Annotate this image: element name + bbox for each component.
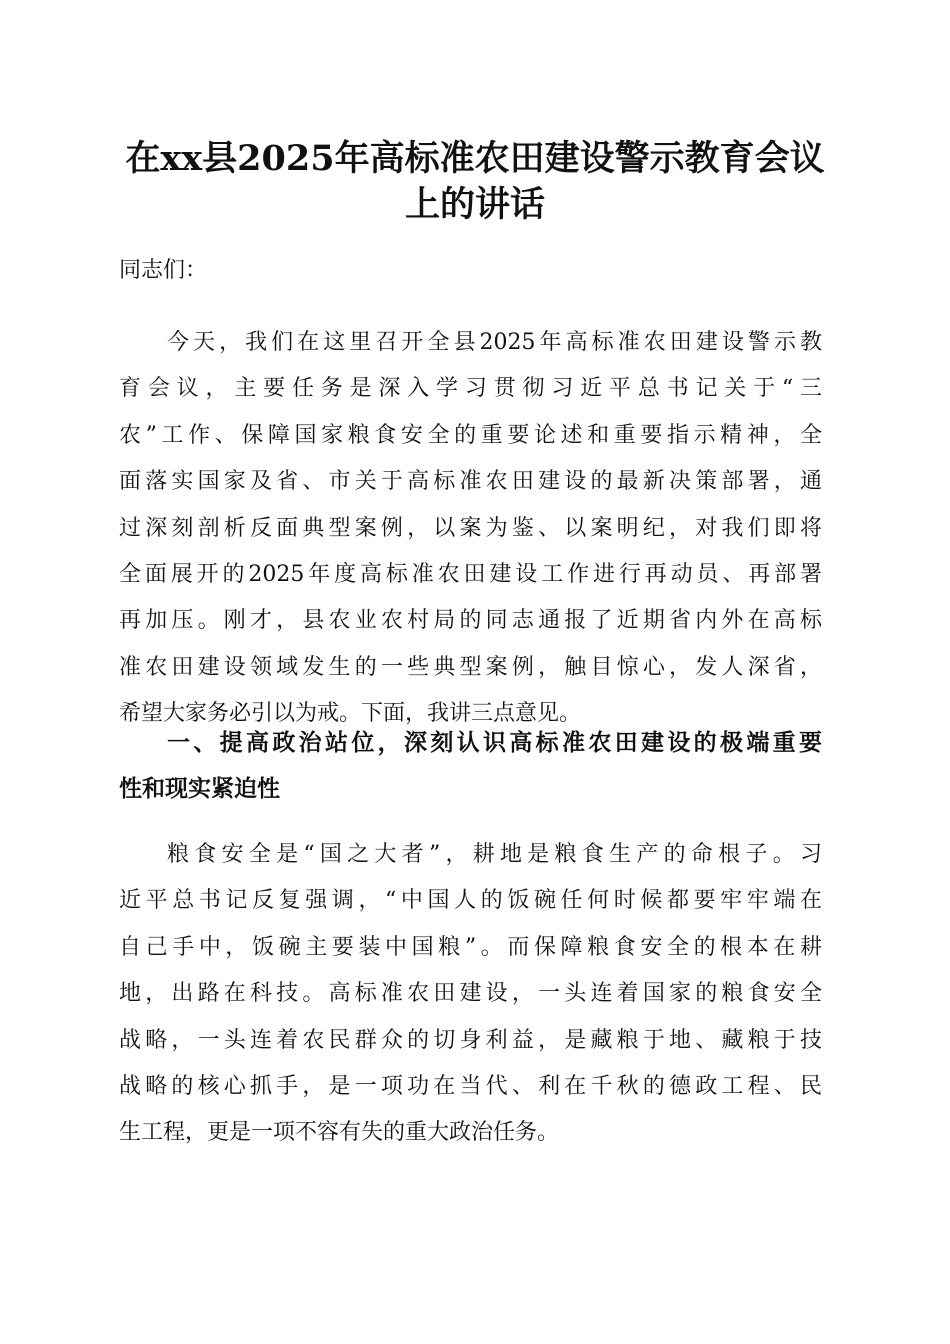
paragraph-food-security (119, 832, 822, 1157)
text-line: 育会议，主要任务是深入学习贯彻习近平总书记关于“三 (119, 376, 822, 402)
text-line: 希望大家务必引以为戒。下面，我讲三点意见。 (119, 701, 582, 727)
text-line: 地，出路在科技。高标准农田建设，一头连着国家的粮食安全 (119, 981, 822, 1007)
text-line: 生工程，更是一项不容有失的重大政治任务。 (119, 1120, 560, 1146)
salutation-block (119, 248, 822, 294)
text-line: 战略的核心抓手，是一项功在当代、利在千秋的德政工程、民 (119, 1073, 822, 1099)
heading-line: 一、提高政治站位，深刻认识高标准农田建设的极端重要 (167, 730, 822, 756)
text-line: 面落实国家及省、市关于高标准农田建设的最新决策部署，通 (119, 469, 822, 495)
text-line: 今天，我们在这里召开全县2025年高标准农田建设警示教 (167, 330, 822, 355)
text-line: 再加压。刚才，县农业农村局的同志通报了近期省内外在高标 (119, 608, 822, 634)
text-line: 战略，一头连着农民群众的切身利益，是藏粮于地、藏粮于技 (119, 1027, 822, 1053)
text-line: 粮食安全是“国之大者”，耕地是粮食生产的命根子。习 (167, 842, 822, 867)
title-line: 上的讲话 (404, 184, 545, 225)
paragraph-intro (119, 320, 822, 738)
text-line: 全面展开的2025年度高标准农田建设工作进行再动员、再部署 (119, 561, 822, 587)
text-line: 农”工作、保障国家粮食安全的重要论述和重要指示精神，全 (119, 422, 822, 448)
text-line: 准农田建设领域发生的一些典型案例，触目惊心，发人深省， (119, 654, 822, 680)
section-heading-1 (119, 720, 822, 813)
text-line: 近平总书记反复强调，“中国人的饭碗任何时候都要牢牢端在 (119, 888, 822, 914)
text-line: 过深刻剖析反面典型案例，以案为鉴、以案明纪，对我们即将 (119, 515, 822, 541)
text-line: 自己手中，饭碗主要装中国粮”。而保障粮食安全的根本在耕 (119, 934, 822, 960)
title-line: 在xx县2025年高标准农田建设警示教育会议 (125, 138, 825, 179)
salutation: 同志们： (119, 258, 208, 283)
heading-line: 性和现实紧迫性 (119, 776, 280, 803)
document-title (100, 136, 850, 228)
